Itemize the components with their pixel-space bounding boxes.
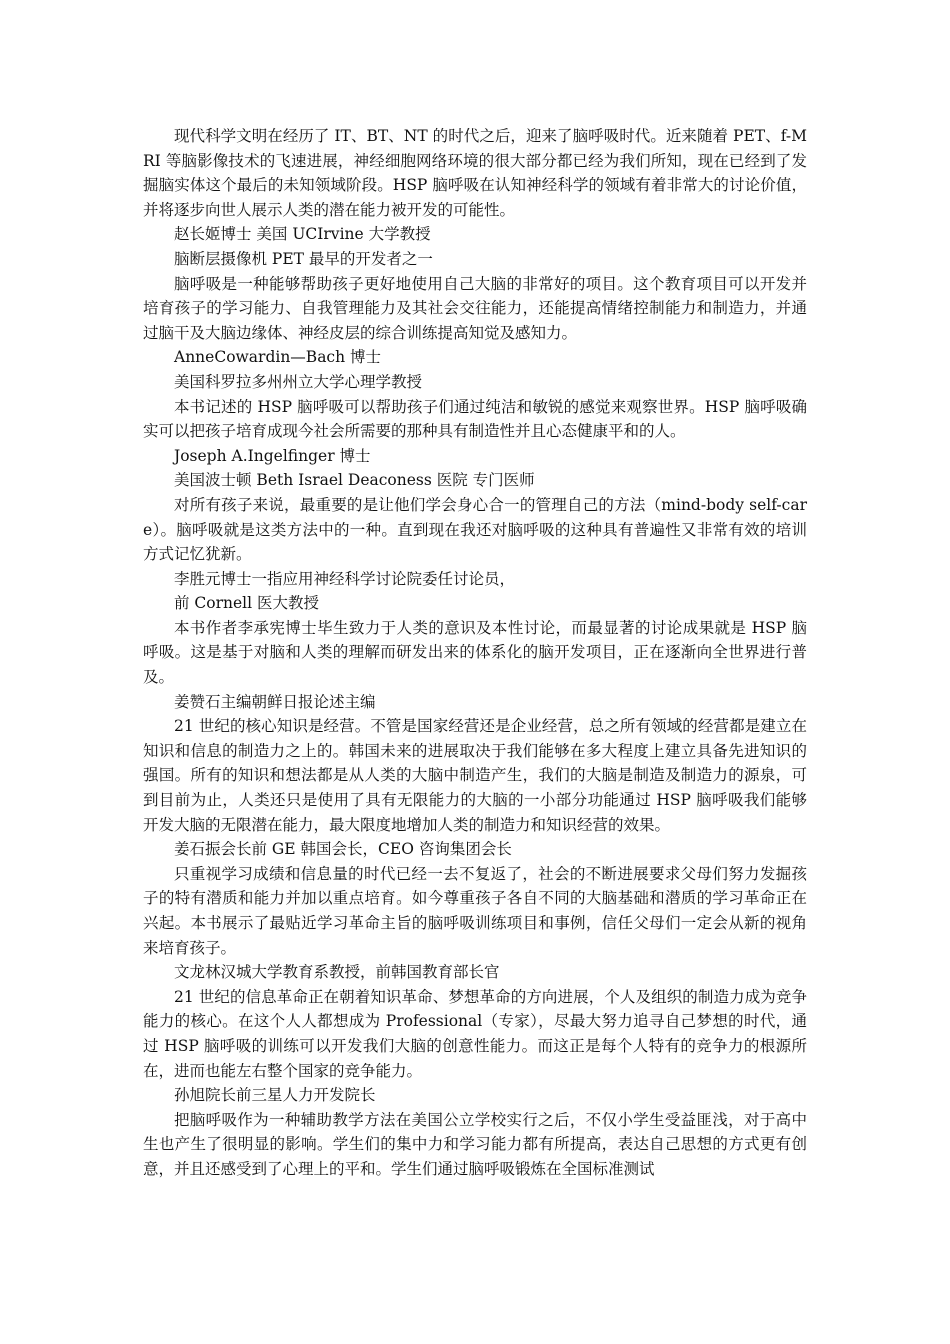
attribution-4-title: 前 Cornell 医大教授 <box>174 594 320 613</box>
paragraph-9: 把脑呼吸作为一种辅助教学方法在美国公立学校实行之后，不仅小学生受益匪浅，对于高中生也产生了很明显的影响。学生们的集中力和学习能力都有所提高，表达自己思想的方式更有创意，并且还感受到了心理上的平和。学生们通过脑呼吸锻炼在全国标准测试 <box>143 1110 807 1178</box>
attribution-8: 孙旭院长前三星人力开发院长 <box>174 1086 376 1105</box>
attribution-1-title: 脑断层摄像机 PET 最早的开发者之一 <box>174 249 433 268</box>
attribution-3: Joseph A.Ingelfinger 博士 <box>174 446 371 465</box>
paragraph-6: 21 世纪的核心知识是经营。不管是国家经营还是企业经营，总之所有领域的经营都是建立在知识和信息的制造力之上的。韩国未来的进展取决于我们能够在多大程度上建立具备先进知识的强国。所有的知识和想法都是从人类的大脑中制造产生，我们的大脑是制造及制造力的源泉，可到目前为止，人类还只是使用了具有无限能力的大脑的一小部分功能通过 HSP 脑呼吸我们能够开发大脑的无限潜在能力，最大限度地增加人类的制造力和知识经营的效果。 <box>143 717 807 834</box>
attribution-7: 文龙林汉城大学教育系教授，前韩国教育部长官 <box>174 963 500 982</box>
attribution-4: 李胜元博士一指应用神经科学讨论院委任讨论员， <box>174 569 516 588</box>
attribution-2: AnneCowardin—Bach 博士 <box>174 348 382 367</box>
attribution-2-title: 美国科罗拉多州州立大学心理学教授 <box>174 372 423 391</box>
paragraph-7: 只重视学习成绩和信息量的时代已经一去不复返了，社会的不断进展要求父母们努力发掘孩子的特有潜质和能力并加以重点培育。如今尊重孩子各自不同的大脑基础和潜质的学习革命正在兴起。本书展示了最贴近学习革命主旨的脑呼吸训练项目和事例，信任父母们一定会从新的视角来培育孩子。 <box>143 864 807 957</box>
paragraph-intro: 现代科学文明在经历了 IT、BT、NT 的时代之后，迎来了脑呼吸时代。近来随着 PET、f-MRI 等脑影像技术的飞速进展，神经细胞网络环境的很大部分都已经为我们所知，现在已经到了发掘脑实体这个最后的未知领域阶段。HSP 脑呼吸在认知神经科学的领域有着非常大的讨论价值，并将逐步向世人展示人类的潜在能力被开发的可能性。 <box>143 127 807 219</box>
paragraph-5: 本书作者李承宪博士毕生致力于人类的意识及本性讨论，而最显著的讨论成果就是 HSP 脑呼吸。这是基于对脑和人类的理解而研发出来的体系化的脑开发项目，正在逐渐向全世界进行普及。 <box>143 618 807 687</box>
paragraph-4: 对所有孩子来说，最重要的是让他们学会身心合一的管理自己的方法（mind-body self-care）。脑呼吸就是这类方法中的一种。直到现在我还对脑呼吸的这种具有普遍性又非常有效的培训方式记忆犹新。 <box>143 495 807 564</box>
document-body <box>143 124 807 1182</box>
attribution-1: 赵长姬博士 美国 UCIrvine 大学教授 <box>174 225 431 244</box>
paragraph-8: 21 世纪的信息革命正在朝着知识革命、梦想革命的方向进展，个人及组织的制造力成为竞争能力的核心。在这个人人都想成为 Professional（专家），尽最大努力追寻自己梦想的时代，通过 HSP 脑呼吸的训练可以开发我们大脑的创意性能力。而这正是每个人特有的竞争力的根源所在，进而也能左右整个国家的竞争能力。 <box>143 987 807 1080</box>
attribution-6: 姜石振会长前 GE 韩国会长，CEO 咨询集团会长 <box>174 840 512 859</box>
paragraph-3: 本书记述的 HSP 脑呼吸可以帮助孩子们通过纯洁和敏锐的感觉来观察世界。HSP 脑呼吸确实可以把孩子培育成现今社会所需要的那种具有制造性并且心态健康平和的人。 <box>143 397 807 441</box>
attribution-3-title: 美国波士顿 Beth Israel Deaconess 医院 专门医师 <box>174 471 535 490</box>
paragraph-2: 脑呼吸是一种能够帮助孩子更好地使用自己大脑的非常好的项目。这个教育项目可以开发并培育孩子的学习能力、自我管理能力及其社会交往能力，还能提高情绪控制能力和制造力，并通过脑干及大脑边缘体、神经皮层的综合训练提高知觉及感知力。 <box>143 274 807 342</box>
attribution-5: 姜赞石主编朝鲜日报论述主编 <box>174 692 376 711</box>
